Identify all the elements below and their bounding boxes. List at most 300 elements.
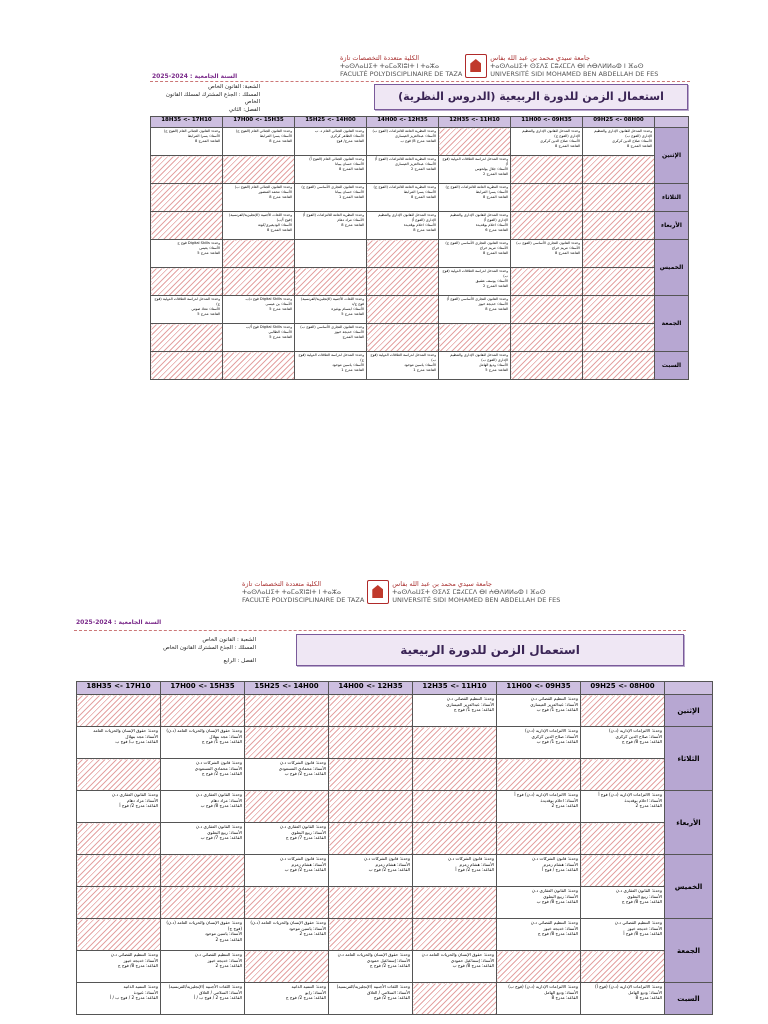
course-slot	[367, 184, 439, 212]
empty-slot	[413, 823, 497, 855]
course-detail: القاعة: المدرج 8	[483, 195, 508, 200]
course-detail: وحدة: حقوق الإنسان والحريات العامة (د.ن)	[250, 920, 326, 925]
course-slot	[439, 296, 511, 324]
course-detail: الأستاذ: حسان بيبانا	[335, 162, 364, 167]
course-detail: الأستاذ: يسرا المرابط	[259, 134, 292, 139]
course-detail: الأستاذ: حسان بيبانا	[335, 190, 364, 195]
course-detail: الأستاذ: عبدالعزيز العيساري	[394, 134, 436, 139]
time-slot-header: 11H00 <- 09H35	[497, 682, 581, 695]
course-detail: الأستاذ: يوسف عشيق	[475, 279, 508, 284]
academic-year: السنة الجامعية : 2024-2025	[152, 73, 238, 80]
faculty-name-fr: FACULTÉ POLYDISCIPLINAIRE DE TAZA	[340, 70, 463, 78]
info-line: الفصل : الرابع	[223, 658, 256, 664]
course-detail: وحدة: التنظيم القضائي د.ن	[194, 952, 242, 957]
time-slot-header: 17H00 <- 15H35	[161, 682, 245, 695]
course-detail: وحدة: المدخل لدراسة العلاقات الدولية (فوج ب)	[370, 353, 436, 363]
course-detail: القاعة: مدرج 8/ فوج ب	[400, 139, 436, 144]
course-detail: القاعة: المدرج	[342, 335, 364, 340]
course-detail: القاعة: مدرج 1/ فوج ب	[536, 707, 578, 713]
course-slot	[413, 951, 497, 983]
course-detail: وحدة: قانون الشركات د.ن	[279, 856, 326, 861]
course-detail: القاعة: مدرج 8	[551, 995, 578, 1001]
course-slot	[295, 296, 367, 324]
day-label: الإثنين	[665, 695, 713, 727]
empty-slot	[151, 324, 223, 352]
day-header	[655, 117, 689, 128]
course-detail: الأستاذ: ياسين موحود	[332, 363, 364, 368]
course-detail: الأستاذ: صلاح الدين كركري	[531, 733, 578, 739]
course-detail: القاعة: مدرج 1	[341, 368, 364, 373]
course-detail: وحدة: التنظيم القضائي د.ن	[446, 696, 494, 701]
empty-slot	[511, 268, 583, 296]
course-detail: وحدة: القانون العقاري د.ن	[531, 888, 578, 893]
faculty-name-ar: الكلية متعددة التخصصات تازة	[340, 54, 420, 62]
course-slot	[439, 268, 511, 296]
course-detail: الأستاذ: وديع الهامل	[478, 363, 508, 368]
empty-slot	[329, 791, 413, 823]
table-row	[151, 324, 689, 352]
empty-slot	[581, 855, 665, 887]
empty-slot	[161, 887, 245, 919]
course-slot	[245, 759, 329, 791]
course-detail: وحدة: النظرية العامة للالتزامات (الفوج أ)	[374, 157, 436, 161]
course-detail: القاعة: مدرج / فوج أ	[542, 867, 578, 873]
course-detail: القاعة: مدرج 2/ فوج أ	[455, 867, 494, 873]
course-detail: الأستاذ: السلامي / العلاق	[367, 989, 410, 995]
course-detail: القاعة: مدرج 2/ فوج ب	[368, 867, 410, 873]
course-detail: القاعة: مدرج 8/ فوج ج	[537, 931, 578, 937]
empty-slot	[583, 268, 655, 296]
course-slot	[581, 887, 665, 919]
course-detail: وحدة: اللغات الأجنبية (الإنجليزية/الفرنسية)	[336, 984, 410, 989]
time-slot-header: 11H00 <- 09H35	[511, 117, 583, 128]
empty-slot	[413, 983, 497, 1015]
course-slot	[77, 951, 161, 983]
empty-slot	[295, 268, 367, 296]
empty-slot	[511, 352, 583, 380]
course-detail: القاعة: المدرج 8	[555, 144, 580, 149]
course-detail: وحدة: النظرية العامة للالتزامات (الفوج ج)	[445, 185, 508, 189]
day-label: الأربعاء	[665, 791, 713, 855]
course-detail: وحدة: النظرية العامة للالتزامات (الفوج ب)	[372, 129, 436, 133]
course-detail: وحدة: النظرية العامة للالتزامات (الفوج أ)	[302, 213, 364, 217]
course-detail: الأستاذ: يسرا المرابط	[187, 134, 220, 139]
course-detail: القاعة: مدرج 8	[269, 139, 292, 144]
day-label: الأربعاء	[655, 212, 689, 240]
empty-slot	[581, 759, 665, 791]
course-detail: الأستاذ: ابتسام بوغيزة	[331, 307, 364, 312]
day-label: السبت	[665, 983, 713, 1015]
course-detail: القاعة: مدرج 8/ فوج ج	[621, 739, 662, 745]
course-detail: وحدة: المدخل للقانون الإداري والتنظيم الإداري (الفوج ب)	[594, 129, 652, 139]
course-slot	[151, 128, 223, 156]
course-detail: وحدة: التنظيم القضائي د.ن	[530, 920, 578, 925]
course-slot	[161, 727, 245, 759]
course-detail: الأستاذ: إسماعيل حمودي	[450, 957, 494, 963]
course-detail: الأستاذ: عبدالعزيز العيساري	[446, 701, 494, 707]
course-slot	[329, 855, 413, 887]
course-detail: الأستاذ: إسماعيل حمودي	[366, 957, 410, 963]
course-slot	[439, 156, 511, 184]
course-detail: وحدة: الالتزامات الإدارية (د.ن) فوج أ	[598, 792, 662, 797]
course-slot	[581, 919, 665, 951]
empty-slot	[77, 823, 161, 855]
empty-slot	[581, 951, 665, 983]
course-slot	[367, 212, 439, 240]
empty-slot	[151, 352, 223, 380]
course-detail: وحدة: المدخل لدراسة العلاقات الدولية (فوج ج)	[154, 297, 220, 307]
empty-slot	[223, 268, 295, 296]
course-detail: وحدة: الالتزامات الإدارية (د.ن)	[609, 728, 662, 733]
course-detail: وحدة: الالتزامات الإدارية (د.ن) (فوج ب)	[508, 984, 578, 989]
empty-slot	[511, 212, 583, 240]
empty-slot	[583, 212, 655, 240]
table-row	[77, 951, 713, 983]
course-detail: القاعة: مدرج 5	[485, 368, 508, 373]
course-detail: القاعة: المدرج 8	[339, 167, 364, 172]
course-detail: وحدة: المدخل لدراسة العلاقات الدولية (فوج أ)	[442, 157, 508, 167]
course-detail: وحدة: قانون الشركات د.ن	[447, 856, 494, 861]
empty-slot	[367, 268, 439, 296]
empty-slot	[245, 695, 329, 727]
university-name	[392, 580, 560, 604]
program-info	[150, 84, 260, 114]
course-slot	[161, 791, 245, 823]
course-detail: الأستاذ: الطالبي	[268, 330, 292, 335]
course-detail: وحدة: قانون الشركات د.ن	[531, 856, 578, 861]
course-detail: وحدة: قانون الشركات د.ن	[195, 760, 242, 765]
course-detail: الأستاذ: ربيع البعلوي	[291, 829, 326, 835]
course-detail: الأستاذ: مراد دهام	[210, 797, 242, 803]
course-detail: وحدة: القانون العقاري د.ن	[195, 792, 242, 797]
course-slot	[367, 128, 439, 156]
course-detail: الأستاذ: ياسين موحود	[289, 925, 326, 931]
course-detail: وحدة: القانون العقاري د.ن	[615, 888, 662, 893]
course-slot	[295, 128, 367, 156]
course-detail: القاعة: المدرج 2	[483, 172, 508, 177]
info-line: الشعبة: القانون الخاص	[208, 84, 260, 90]
empty-slot	[583, 296, 655, 324]
course-detail: القاعة: مدرج 1/ فوج ب	[536, 739, 578, 745]
table-row	[77, 887, 713, 919]
course-detail: وحدة: اللغات الأجنبية (الإنجليزية/الفرنسية) فوج ج/د	[301, 297, 364, 307]
course-detail: القاعة: مدرج ب/ فوج ب	[115, 739, 158, 745]
course-detail: الأستاذ: خديجة خيوز	[543, 925, 578, 931]
institution-header	[340, 54, 658, 78]
course-detail: الأستاذ: مراد دهام	[337, 218, 364, 223]
course-slot	[497, 791, 581, 823]
course-detail: وحدة: القانون الجنائي العام (الفوج ج)	[163, 129, 220, 133]
course-detail: القاعة: مدرج 8/ فوج ج	[621, 899, 662, 905]
course-detail: وحدة: التنمية الذاتية	[291, 984, 326, 989]
time-slot-header: 09H25 <- 08H00	[583, 117, 655, 128]
course-detail: القاعة: مدرج 1/ فوج ج	[201, 739, 242, 745]
course-detail: الأستاذ: عبدالعزيز العيساري	[530, 701, 578, 707]
course-detail: الأستاذ: احلام بوقديدة	[403, 223, 436, 228]
program-info	[76, 637, 256, 666]
course-slot	[223, 128, 295, 156]
table-row	[151, 240, 689, 268]
table-row	[77, 919, 713, 951]
course-detail: الأستاذ: هشام زمزم	[291, 861, 326, 867]
course-detail: الأستاذ: محمد المنصور	[258, 190, 292, 195]
course-slot	[497, 695, 581, 727]
course-detail: القاعة: المدرج 8	[483, 251, 508, 256]
course-detail: وحدة: قانون الشركات د.ن	[279, 760, 326, 765]
course-detail: القاعة: المدرج 1	[339, 195, 364, 200]
info-line: المسلك : الجذع المشترك القانون الخاص	[163, 644, 256, 651]
course-detail: وحدة: Digital Skills فوج ج	[177, 241, 220, 245]
empty-slot	[329, 727, 413, 759]
empty-slot	[329, 823, 413, 855]
course-detail: القاعة: مدرج 1/ فوج ج	[453, 707, 494, 713]
empty-slot	[329, 919, 413, 951]
table-row	[77, 695, 713, 727]
course-slot	[151, 296, 223, 324]
empty-slot	[329, 695, 413, 727]
course-detail: وحدة: القانون التجاري الأساسي (الفوج ب)	[300, 325, 364, 329]
course-detail: القاعة: مدرج 2/ فوج ج	[285, 995, 326, 1001]
page-title: استعمال الزمن للدورة الربيعية	[296, 634, 684, 666]
course-detail: الأستاذ: مجد بنهلال	[125, 733, 158, 739]
time-slot-header: 15H25 <- 14H00	[245, 682, 329, 695]
course-detail: الأستاذ: زايو	[305, 989, 326, 995]
course-detail: وحدة: حقوق الإنسان والحريات العامة د.ن	[421, 952, 494, 957]
course-detail: الأستاذ: عبدالعزيز العيساري	[394, 162, 436, 167]
course-slot	[329, 983, 413, 1015]
course-detail: الأستاذ: مريم خراج	[479, 246, 508, 251]
university-name-tif: ⵜⴰⵙⴷⴰⵡⵉⵜ ⵙⵉⴷⵉ ⵎⵓⵃⵎⵎⴷ ⴱⵏ ⵄⴱⴷⵍⵍⴰⵀ ⵏ ⴼⴰⵙ	[490, 62, 644, 70]
course-detail: القاعة: مدرج 8	[269, 195, 292, 200]
course-detail: وحدة: المدخل للقانون الإداري والتنظيم الإداري (الفوج أ)	[450, 213, 508, 223]
course-detail: القاعة: مدرج 8/ فوج ب	[200, 803, 242, 809]
empty-slot	[413, 727, 497, 759]
empty-slot	[245, 727, 329, 759]
course-slot	[295, 212, 367, 240]
course-slot	[439, 212, 511, 240]
empty-slot	[367, 240, 439, 268]
time-slot-header: 18H35 <- 17H10	[77, 682, 161, 695]
empty-slot	[413, 791, 497, 823]
course-slot	[151, 240, 223, 268]
table-row	[151, 268, 689, 296]
course-detail: القاعة: المدرج 8	[267, 228, 292, 233]
empty-slot	[77, 887, 161, 919]
time-slot-header: 18H35 <- 17H10	[151, 117, 223, 128]
empty-slot	[329, 887, 413, 919]
course-detail: الأستاذ: خديجة خيوز	[123, 957, 158, 963]
course-detail: القاعة: مدرج 2	[635, 803, 662, 809]
course-detail: القاعة: مدرج 7/ فوج ب	[200, 835, 242, 841]
course-detail: القاعة: المدرج 2	[411, 167, 436, 172]
course-detail: الأستاذ: هشام زمزم	[375, 861, 410, 867]
course-detail: وحدة: اللغات الأجنبية (الإنجليزية/الفرنسية) (فوج أ/ب)	[229, 213, 292, 223]
course-slot	[497, 919, 581, 951]
course-detail: وحدة: القانون العقاري د.ن	[279, 824, 326, 829]
course-detail: الأستاذ: السلامي / العلاق	[199, 989, 242, 995]
course-detail: القاعة: مدرج 2	[215, 937, 242, 943]
empty-slot	[583, 240, 655, 268]
course-slot	[413, 695, 497, 727]
course-detail: الأستاذ: ياسين موحود	[404, 363, 436, 368]
faculty-name-fr: FACULTÉ POLYDISCIPLINAIRE DE TAZA	[242, 596, 365, 604]
empty-slot	[583, 156, 655, 184]
day-label: الجمعة	[655, 296, 689, 352]
course-detail: الأستاذ: محمادي المسعودي	[278, 765, 326, 771]
course-detail: الأستاذ: احلام بوقديدة	[540, 797, 578, 803]
empty-slot	[223, 240, 295, 268]
course-detail: القاعة: مدرج 2/ فوج ج	[201, 771, 242, 777]
faculty-name-tif: ⵜⴰⵙⴷⴰⵡⵉⵜ ⵜⴰⵎⴰⴳⵏⵓⵏⵜ ⵏ ⵜⴰⵣⴰ	[340, 62, 440, 70]
divider	[150, 81, 690, 82]
empty-slot	[511, 156, 583, 184]
empty-slot	[151, 156, 223, 184]
time-slot-header: 12H35 <- 11H10	[413, 682, 497, 695]
course-detail: الأستاذ: خديجة خيوز	[334, 330, 364, 335]
course-slot	[245, 983, 329, 1015]
course-detail: الأستاذ: جلال بولحوس	[475, 167, 508, 172]
empty-slot	[223, 156, 295, 184]
course-slot	[161, 823, 245, 855]
course-slot	[439, 184, 511, 212]
course-detail: القاعة: مدرج 2/ فوج أ	[119, 803, 158, 809]
empty-slot	[151, 184, 223, 212]
course-detail: القاعة: مدرج 2	[551, 803, 578, 809]
university-name-ar: جامعة سيدي محمد بن عبد الله بفاس	[392, 580, 492, 588]
day-label: الجمعة	[665, 919, 713, 983]
course-detail: القاعة: مدرج 5	[197, 312, 220, 317]
course-slot	[245, 823, 329, 855]
course-detail: الأستاذ: مراد دهام	[126, 797, 158, 803]
day-label: الثلاثاء	[655, 184, 689, 212]
time-header-row	[77, 682, 713, 695]
course-slot	[245, 855, 329, 887]
course-detail: القاعة: مدرج 8	[635, 995, 662, 1001]
institution-header	[242, 580, 560, 604]
empty-slot	[583, 184, 655, 212]
course-detail: الأستاذ: عبودة	[133, 989, 158, 995]
empty-slot	[245, 951, 329, 983]
course-detail: القاعة: مدرج 5	[269, 307, 292, 312]
course-detail: القاعة: مدرج 2/ فوج	[373, 995, 410, 1001]
empty-slot	[583, 324, 655, 352]
course-slot	[439, 240, 511, 268]
course-detail: وحدة: القانون الجنائي العام (الفوج ج)	[235, 129, 292, 133]
empty-slot	[77, 855, 161, 887]
course-slot	[511, 128, 583, 156]
course-detail: وحدة: المدخل لدراسة العلاقات الدولية (فوج ج)	[298, 353, 364, 363]
course-detail: الأستاذ: صلاح الدين كركري	[540, 139, 580, 144]
info-line: المسلك : الجذع المشترك لمسلك القانون الخاص	[165, 91, 260, 105]
course-slot	[295, 156, 367, 184]
course-detail: وحدة: حقوق الإنسان والحريات العامة	[93, 728, 158, 733]
empty-slot	[497, 759, 581, 791]
course-detail: الأستاذ: يسرا المرابط	[475, 190, 508, 195]
academic-year: السنة الجامعية : 2024-2025	[76, 619, 162, 626]
course-detail: وحدة: القانون العقاري د.ن	[111, 792, 158, 797]
course-detail: الأستاذ: ربيع البعلوي	[627, 893, 662, 899]
divider	[74, 630, 686, 631]
course-detail: الأستاذ: يسرا المرابط	[403, 190, 436, 195]
university-name-ar: جامعة سيدي محمد بن عبد الله بفاس	[490, 54, 590, 62]
course-detail: الأستاذ: معاذ صوتي	[191, 307, 220, 312]
course-detail: الأستاذ: خديجة خيوز	[627, 925, 662, 931]
course-detail: الأستاذ: صلاح الدين كركري	[612, 139, 652, 144]
empty-slot	[511, 324, 583, 352]
course-detail: الأستاذ: الطاهر كركري	[330, 134, 364, 139]
empty-slot	[581, 695, 665, 727]
table-row	[77, 983, 713, 1015]
timetable	[150, 116, 689, 380]
empty-slot	[413, 887, 497, 919]
course-detail: القاعة: مدرج 5	[269, 335, 292, 340]
course-slot	[295, 184, 367, 212]
course-detail: الأستاذ: وديع الهامل	[628, 989, 662, 995]
course-detail: القاعة: المدرج 8	[627, 144, 652, 149]
university-logo-icon	[367, 580, 389, 604]
course-detail: وحدة: حقوق الإنسان والحريات العامة (د.ن)	[166, 728, 242, 733]
empty-slot	[77, 695, 161, 727]
empty-slot	[439, 128, 511, 156]
table-row	[151, 296, 689, 324]
university-name-fr: UNIVERSITÉ SIDI MOHAMED BEN ABDELLAH DE FES	[490, 70, 659, 78]
time-slot-header: 12H35 <- 11H10	[439, 117, 511, 128]
course-detail: وحدة: الالتزامات الإدارية (د.ن) (فوج أ)	[595, 984, 662, 989]
course-detail: الأستاذ: صلاح الدين كركري	[615, 733, 662, 739]
course-detail: وحدة: التنظيم القضائي د.ن	[110, 952, 158, 957]
empty-slot	[367, 324, 439, 352]
course-detail: الأستاذ: وديع الهامل	[544, 989, 578, 995]
table-row	[151, 156, 689, 184]
empty-slot	[497, 951, 581, 983]
empty-slot	[413, 919, 497, 951]
course-slot	[367, 156, 439, 184]
empty-slot	[295, 240, 367, 268]
table-row	[77, 791, 713, 823]
course-detail: وحدة: المدخل للقانون الإداري والتنظيم الإداري (الفوج أ)	[378, 213, 436, 223]
course-slot	[367, 352, 439, 380]
course-slot	[161, 983, 245, 1015]
course-detail: القاعة: مدرج 2	[215, 963, 242, 969]
course-detail: القاعة: مدرج 8	[413, 228, 436, 233]
course-slot	[511, 240, 583, 268]
course-slot	[497, 983, 581, 1015]
day-header	[665, 682, 713, 695]
timetable-page-semester-2	[0, 0, 768, 420]
table-row	[77, 759, 713, 791]
course-detail: القاعة: مدرج 5	[341, 312, 364, 317]
course-detail: الأستاذ: احلام بوقديدة	[624, 797, 662, 803]
course-detail: القاعة: مدرج 8	[341, 223, 364, 228]
course-detail: القاعة: مدرج 5	[197, 251, 220, 256]
course-slot	[223, 296, 295, 324]
course-detail: الأستاذ: خديجة خيوز	[207, 957, 242, 963]
page-title: استعمال الزمن للدورة الربيعية (الدروس النظرية)	[374, 84, 688, 110]
course-detail: وحدة: المدخل للقانون الإداري والتنظيم الإداري (الفوج ب)	[450, 353, 508, 363]
course-detail: وحدة: التنمية الذاتية	[123, 984, 158, 989]
course-detail: وحدة: القانون الجنائي العام (الفوج أ)	[309, 157, 364, 161]
course-detail: القاعة: المدرج 8	[195, 139, 220, 144]
course-detail: وحدة: اللغات الأجنبية (الإنجليزية/الفرنسية)	[168, 984, 242, 989]
faculty-name	[242, 580, 364, 604]
course-detail: وحدة: المدخل لدراسة العلاقات الدولية (فوج ب)	[442, 269, 508, 279]
course-detail: الأستاذ: ربيع البعلوي	[543, 893, 578, 899]
course-slot	[77, 791, 161, 823]
course-slot	[497, 727, 581, 759]
course-detail: الأستاذ: يعيس	[199, 246, 220, 251]
course-detail: الأستاذ: احلام بوقديدة	[475, 223, 508, 228]
course-detail: الأستاذ: هشام زمزم	[459, 861, 494, 867]
